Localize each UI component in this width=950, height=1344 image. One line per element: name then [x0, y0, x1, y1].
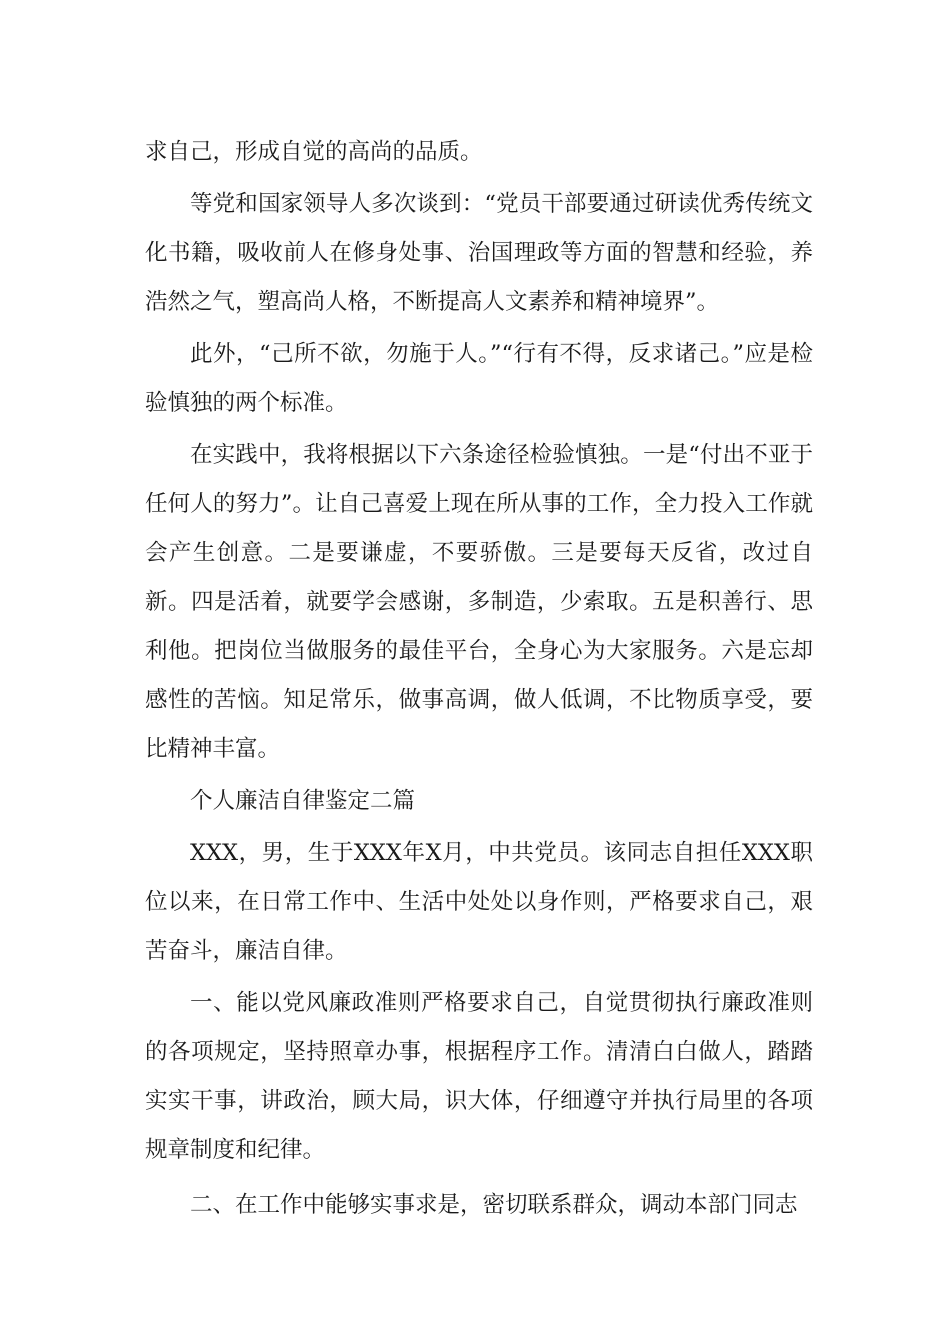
document-body: [145, 128, 813, 1230]
paragraph-leader-quote: 等党和国家领导人多次谈到：“党员干部要通过研读优秀传统文化书籍，吸收前人在修身处事、治国理政等方面的智慧和经验，养浩然之气，塑高尚人格，不断提高人文素养和精神境界”。: [145, 191, 813, 315]
paragraph-point-two: 二、在工作中能够实事求是，密切联系群众，调动本部门同志: [190, 1192, 798, 1218]
paragraph-standards: 此外，“己所不欲，勿施于人。”“行有不得，反求诸己。”应是检验慎独的两个标准。: [145, 341, 813, 416]
paragraph-six-paths: 在实践中，我将根据以下六条途径检验慎独。一是“付出不亚于任何人的努力”。让自己喜爱上现在所从事的工作，全力投入工作就会产生创意。二是要谦虚，不要骄傲。三是要每天反省，改过自新。四是活着，就要学会感谢，多制造，少索取。五是积善行、思利他。把岗位当做服务的最佳平台，全身心为大家服务。六是忘却感性的苦恼。知足常乐，做事高调，做人低调，不比物质享受，要比精神丰富。: [145, 442, 813, 762]
section-heading: 个人廉洁自律鉴定二篇: [190, 788, 416, 814]
paragraph-intro: XXX，男，生于XXX年X月，中共党员。该同志自担任XXX职位以来，在日常工作中、生活中处处以身作则，严格要求自己，艰苦奋斗，廉洁自律。: [145, 840, 813, 964]
paragraph-continuation: 求自己，形成自觉的高尚的品质。: [145, 139, 483, 165]
paragraph-point-one: 一、能以党风廉政准则严格要求自己，自觉贯彻执行廉政准则的各项规定，坚持照章办事，根据程序工作。清清白白做人，踏踏实实干事，讲政治，顾大局，识大体，仔细遵守并执行局里的各项规章制度和纪律。: [145, 990, 813, 1163]
